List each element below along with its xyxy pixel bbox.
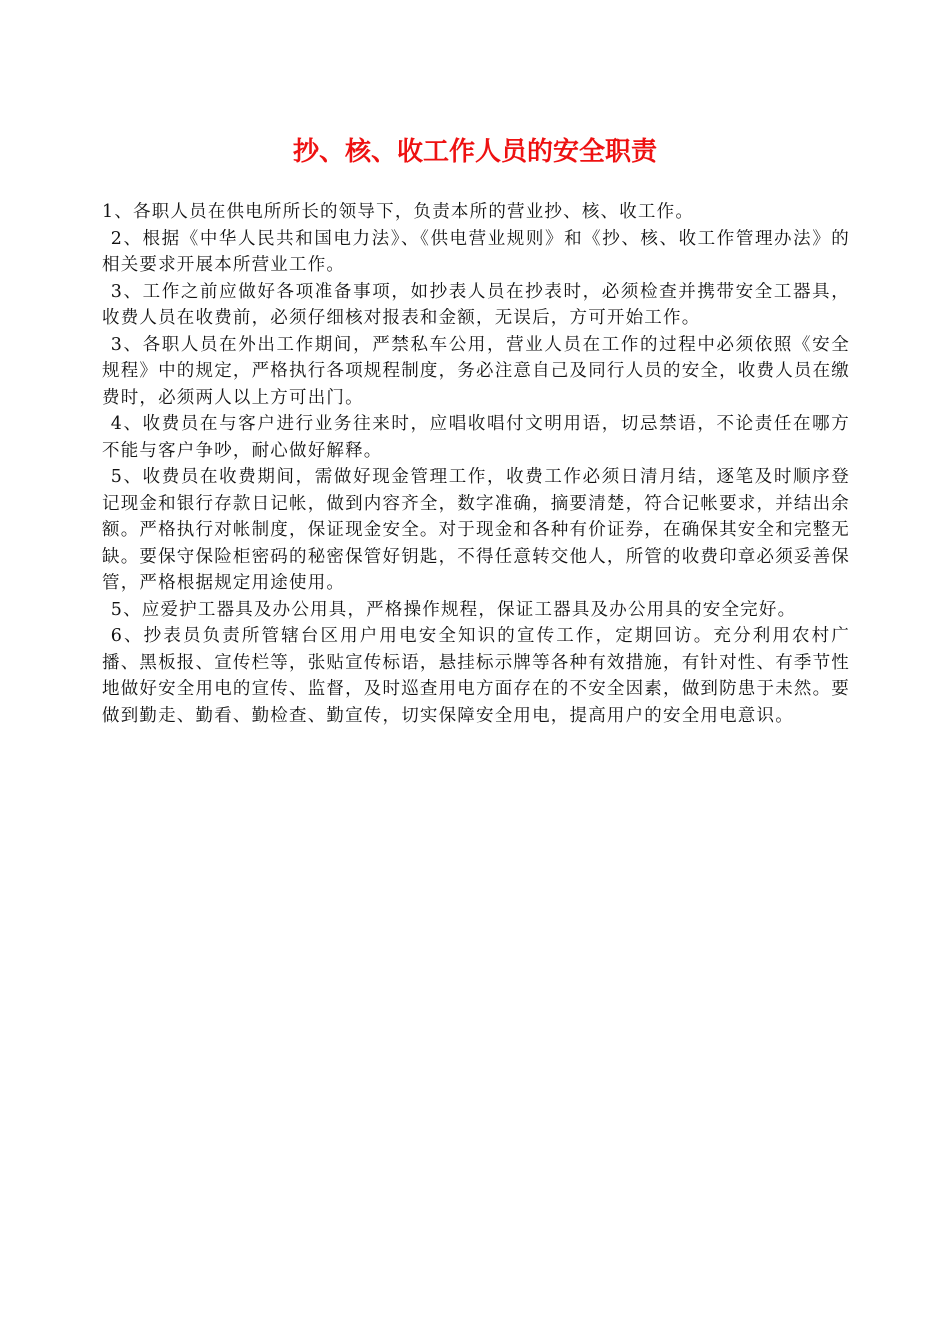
document-title: 抄、核、收工作人员的安全职责 (292, 137, 657, 167)
paragraph-5: 4、收费员在与客户进行业务往来时，应唱收唱付文明用语，切忌禁语，不论责任在哪方不能与客户争吵，耐心做好解释。 (102, 414, 850, 461)
paragraph-4: 3、各职人员在外出工作期间，严禁私车公用，营业人员在工作的过程中必须依照《安全规程》中的规定，严格执行各项规程制度，务必注意自己及同行人员的安全，收费人员在缴费时，必须两人以上方可出门。 (102, 334, 850, 408)
paragraph-3: 3、工作之前应做好各项准备事项，如抄表人员在抄表时，必须检查并携带安全工器具，收费人员在收费前，必须仔细核对报表和金额，无误后，方可开始工作。 (102, 281, 850, 328)
paragraph-8: 6、抄表员负责所管辖台区用户用电安全知识的宣传工作，定期回访。充分利用农村广播、黑板报、宣传栏等，张贴宣传标语，悬挂标示牌等各种有效措施，有针对性、有季节性地做好安全用电的宣传、监督，及时巡查用电方面存在的不安全因素，做到防患于未然。要做到勤走、勤看、勤检查、勤宣传，切实保障安全用电，提高用户的安全用电意识。 (102, 626, 850, 726)
paragraph-1: 1、各职人员在供电所所长的领导下，负责本所的营业抄、核、收工作。 (102, 202, 695, 222)
paragraph-2: 2、根据《中华人民共和国电力法》、《供电营业规则》和《抄、核、收工作管理办法》的相关要求开展本所营业工作。 (102, 228, 850, 275)
document-body (102, 199, 850, 729)
paragraph-6: 5、收费员在收费期间，需做好现金管理工作，收费工作必须日清月结，逐笔及时顺序登记现金和银行存款日记帐，做到内容齐全，数字准确，摘要清楚，符合记帐要求，并结出余额。严格执行对帐制度，保证现金安全。对于现金和各种有价证券，在确保其安全和完整无缺。要保守保险柜密码的秘密保管好钥匙，不得任意转交他人，所管的收费印章必须妥善保管，严格根据规定用途使用。 (102, 467, 850, 593)
paragraph-7: 5、应爱护工器具及办公用具，严格操作规程，保证工器具及办公用具的安全完好。 (110, 599, 797, 620)
